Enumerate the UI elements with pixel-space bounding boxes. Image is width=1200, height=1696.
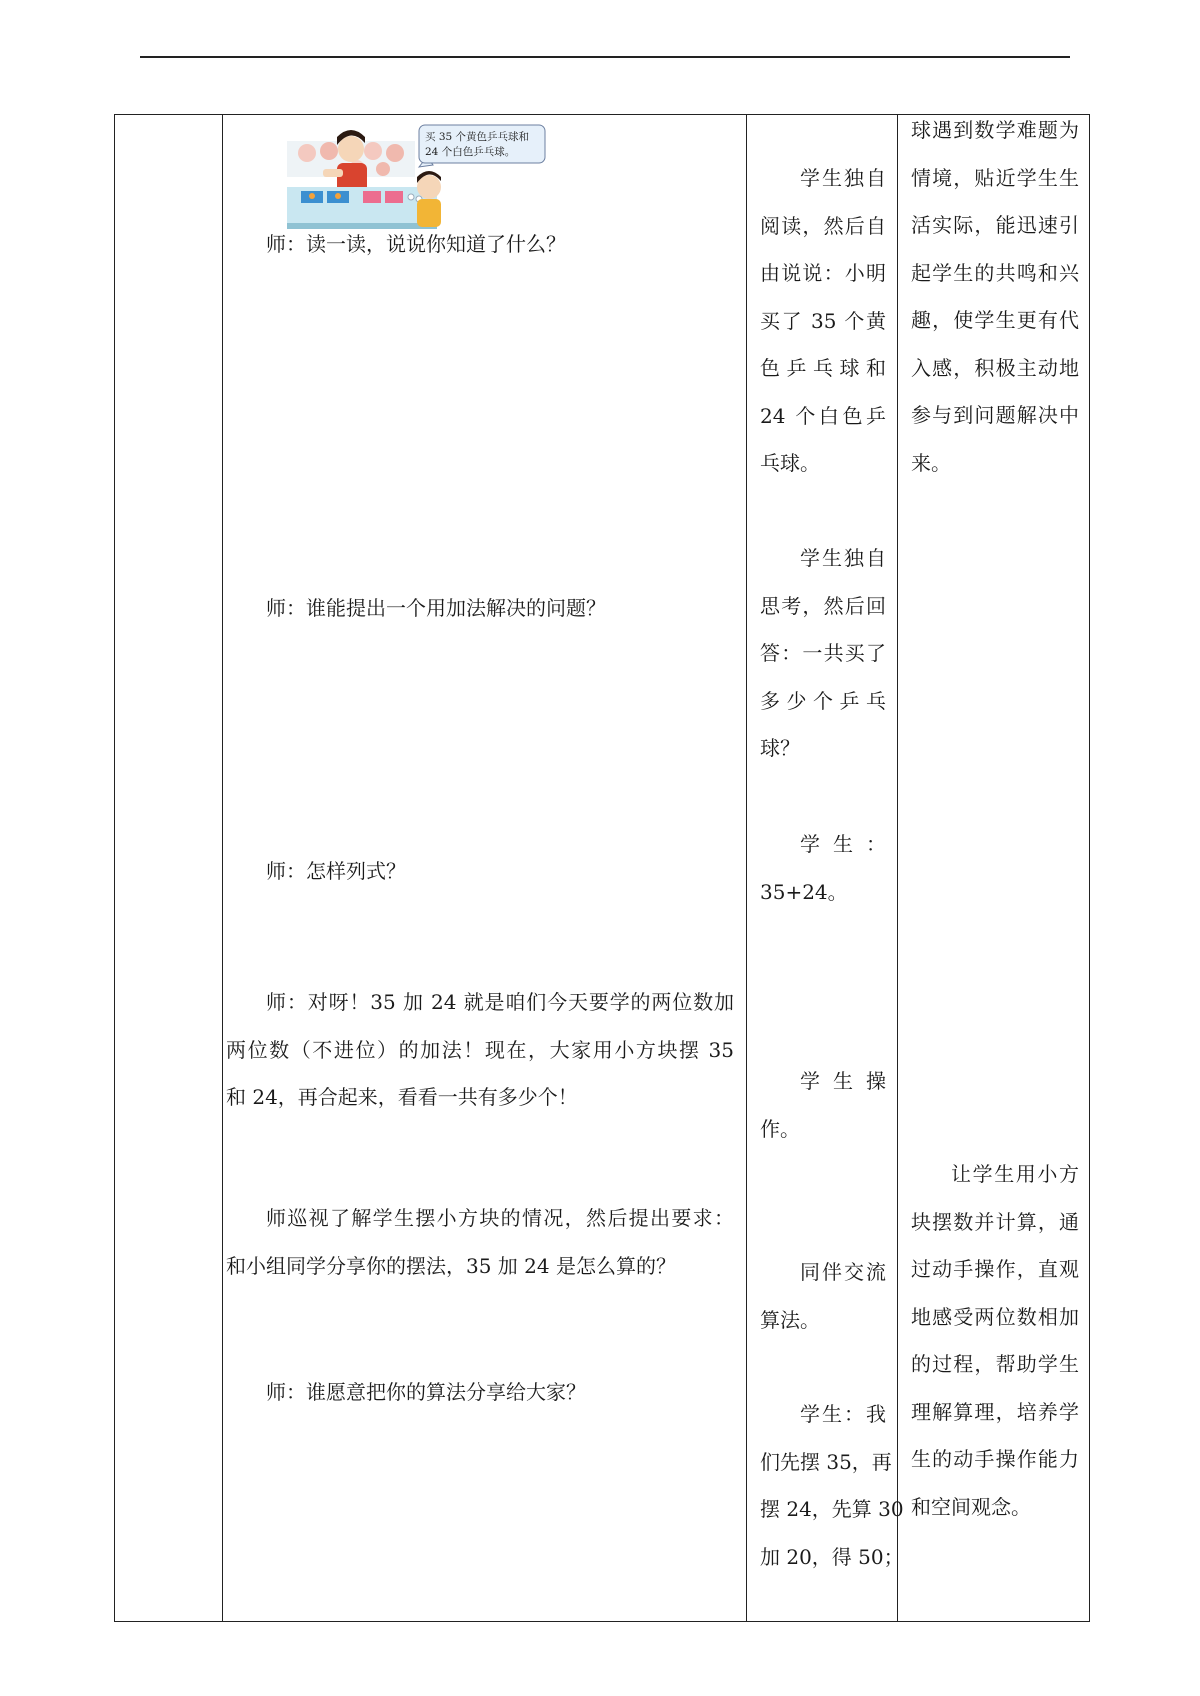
column-divider-2 <box>746 115 747 1621</box>
text-line: 思考，然后回 <box>760 593 886 618</box>
column-divider-1 <box>222 115 223 1621</box>
student-response-exchange <box>760 1249 886 1344</box>
text-line: 的过程，帮助学生 <box>911 1352 1079 1376</box>
text-line: 和 24，再合起来，看看一共有多少个！ <box>226 1085 578 1109</box>
teacher-question-equation: 师：怎样列式？ <box>266 859 406 883</box>
teacher-question-read: 师：读一读，说说你知道了什么？ <box>266 232 566 256</box>
text-line: 算法。 <box>760 1307 820 1332</box>
text-line: 和小组同学分享你的摆法，35 加 24 是怎么算的？ <box>226 1253 676 1278</box>
text-line: 买了 35 个黄 <box>760 308 886 333</box>
text-line: 答：一共买了 <box>760 641 886 665</box>
text-line: 趣，使学生更有代 <box>911 308 1079 332</box>
text-line: 由说说：小明 <box>760 261 886 285</box>
design-intent-situation <box>911 107 1079 487</box>
text-line: 生的动手操作能力 <box>911 1447 1079 1471</box>
text-line: 入感，积极主动地 <box>911 355 1079 380</box>
text-line: 球遇到数学难题为 <box>911 118 1079 142</box>
text-line: 学生独自 <box>800 166 886 190</box>
text-line: 加 20，得 50； <box>760 1544 904 1569</box>
student-response-question <box>760 535 886 773</box>
text-line: 起学生的共鸣和兴 <box>911 260 1079 285</box>
text-line: 和空间观念。 <box>911 1494 1031 1519</box>
lesson-table <box>114 114 1090 1622</box>
teacher-question-method: 师：谁愿意把你的算法分享给大家？ <box>266 1380 586 1404</box>
column-divider-3 <box>897 115 898 1621</box>
text-line: 理解算理，培养学 <box>911 1399 1079 1424</box>
text-line: 球？ <box>760 736 800 760</box>
teacher-instruction-blocks <box>226 979 734 1122</box>
text-line: 让学生用小方 <box>951 1162 1079 1186</box>
design-intent-operation <box>911 1151 1079 1531</box>
text-line: 作。 <box>760 1116 800 1141</box>
text-line: 多少个乒乓 <box>760 688 886 713</box>
text-line: 35+24。 <box>760 879 848 904</box>
text-line: 们先摆 35，再 <box>760 1449 892 1474</box>
text-line: 阅读，然后自 <box>760 213 886 238</box>
page-header-rule <box>140 56 1070 58</box>
text-line: 学生：我 <box>800 1402 886 1426</box>
text-line: 师巡视了解学生摆小方块的情况，然后提出要求： <box>266 1206 734 1230</box>
text-line: 过动手操作，直观 <box>911 1257 1079 1281</box>
text-line: 色乒乓球和 <box>760 356 886 380</box>
text-line: 摆 24，先算 30 <box>760 1497 904 1521</box>
speech-bubble-line-1: 买 35 个黄色乒乓球和 <box>425 131 530 143</box>
text-line: 师：对呀！35 加 24 就是咱们今天要学的两位数加 <box>266 990 734 1014</box>
student-response-reading <box>760 155 886 488</box>
teacher-question-addition: 师：谁能提出一个用加法解决的问题？ <box>266 596 606 620</box>
student-response-method <box>760 1391 904 1581</box>
speech-bubble-line-2: 24 个白色乒乓球。 <box>425 146 516 158</box>
text-line: 参与到问题解决中 <box>911 403 1079 427</box>
text-line: 学生操 <box>800 1069 886 1093</box>
text-line: 活实际，能迅速引 <box>911 213 1079 237</box>
text-line: 24 个白色乒 <box>760 403 886 428</box>
text-line: 同伴交流 <box>800 1260 886 1284</box>
text-line: 情境，贴近学生生 <box>911 165 1079 190</box>
text-line: 学生独自 <box>800 546 886 570</box>
text-line: 来。 <box>911 450 951 475</box>
ping-pong-shop-illustration <box>287 123 577 231</box>
teacher-instruction-share <box>226 1195 734 1290</box>
text-line: 学生： <box>800 832 886 856</box>
text-line: 乓球。 <box>760 451 820 475</box>
text-line: 地感受两位数相加 <box>911 1304 1079 1329</box>
student-response-operate <box>760 1058 886 1153</box>
text-line: 两位数（不进位）的加法！现在，大家用小方块摆 35 <box>226 1037 734 1062</box>
text-line: 块摆数并计算，通 <box>911 1209 1079 1234</box>
student-response-equation <box>760 821 886 916</box>
